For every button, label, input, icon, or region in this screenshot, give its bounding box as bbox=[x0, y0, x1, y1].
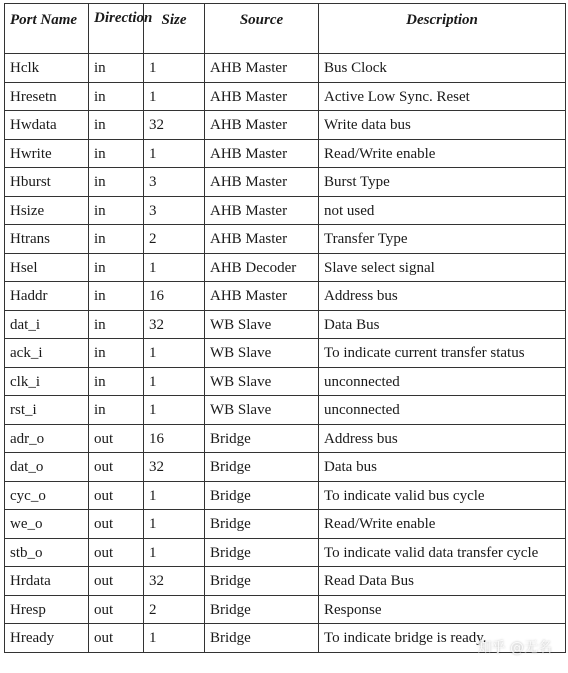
table-row bbox=[5, 567, 566, 596]
direction-cell: out bbox=[89, 538, 144, 567]
port-name-cell: Hwdata bbox=[5, 111, 89, 140]
table-row bbox=[5, 424, 566, 453]
direction-cell: in bbox=[89, 339, 144, 368]
size-cell: 1 bbox=[144, 253, 205, 282]
table-row bbox=[5, 339, 566, 368]
direction-cell: in bbox=[89, 111, 144, 140]
table-row bbox=[5, 310, 566, 339]
direction-cell: out bbox=[89, 510, 144, 539]
port-name-cell: clk_i bbox=[5, 367, 89, 396]
port-table bbox=[4, 3, 566, 653]
port-name-cell: we_o bbox=[5, 510, 89, 539]
description-cell: Address bus bbox=[319, 282, 566, 311]
direction-cell: in bbox=[89, 253, 144, 282]
port-name-cell: dat_i bbox=[5, 310, 89, 339]
source-cell: Bridge bbox=[205, 424, 319, 453]
source-cell: AHB Master bbox=[205, 168, 319, 197]
direction-cell: out bbox=[89, 567, 144, 596]
source-cell: WB Slave bbox=[205, 367, 319, 396]
description-cell: Burst Type bbox=[319, 168, 566, 197]
source-cell: Bridge bbox=[205, 481, 319, 510]
size-cell: 32 bbox=[144, 111, 205, 140]
table-header-row bbox=[5, 4, 566, 54]
direction-cell: in bbox=[89, 396, 144, 425]
size-cell: 1 bbox=[144, 624, 205, 653]
description-cell: Write data bus bbox=[319, 111, 566, 140]
header-port-name: Port Name bbox=[5, 4, 89, 54]
table-row bbox=[5, 367, 566, 396]
description-cell: Read/Write enable bbox=[319, 510, 566, 539]
port-name-cell: Hrdata bbox=[5, 567, 89, 596]
description-cell: To indicate valid bus cycle bbox=[319, 481, 566, 510]
port-name-cell: dat_o bbox=[5, 453, 89, 482]
description-cell: Read/Write enable bbox=[319, 139, 566, 168]
size-cell: 32 bbox=[144, 567, 205, 596]
port-name-cell: Hburst bbox=[5, 168, 89, 197]
direction-cell: out bbox=[89, 624, 144, 653]
size-cell: 3 bbox=[144, 168, 205, 197]
direction-cell: out bbox=[89, 453, 144, 482]
table-row bbox=[5, 139, 566, 168]
port-name-cell: Hresetn bbox=[5, 82, 89, 111]
port-name-cell: Hready bbox=[5, 624, 89, 653]
direction-cell: in bbox=[89, 82, 144, 111]
description-cell: Data bus bbox=[319, 453, 566, 482]
port-name-cell: Haddr bbox=[5, 282, 89, 311]
source-cell: AHB Master bbox=[205, 225, 319, 254]
direction-cell: in bbox=[89, 196, 144, 225]
port-name-cell: Hwrite bbox=[5, 139, 89, 168]
port-name-cell: Hclk bbox=[5, 54, 89, 83]
port-name-cell: stb_o bbox=[5, 538, 89, 567]
description-cell: Address bus bbox=[319, 424, 566, 453]
size-cell: 16 bbox=[144, 282, 205, 311]
source-cell: AHB Decoder bbox=[205, 253, 319, 282]
table-row bbox=[5, 111, 566, 140]
source-cell: AHB Master bbox=[205, 54, 319, 83]
size-cell: 1 bbox=[144, 510, 205, 539]
port-name-cell: Htrans bbox=[5, 225, 89, 254]
direction-cell: in bbox=[89, 282, 144, 311]
size-cell: 3 bbox=[144, 196, 205, 225]
description-cell: Slave select signal bbox=[319, 253, 566, 282]
source-cell: Bridge bbox=[205, 510, 319, 539]
direction-cell: out bbox=[89, 424, 144, 453]
description-cell: Active Low Sync. Reset bbox=[319, 82, 566, 111]
port-name-cell: Hsel bbox=[5, 253, 89, 282]
source-cell: WB Slave bbox=[205, 339, 319, 368]
source-cell: AHB Master bbox=[205, 82, 319, 111]
size-cell: 1 bbox=[144, 54, 205, 83]
description-cell: To indicate valid data transfer cycle bbox=[319, 538, 566, 567]
direction-cell: in bbox=[89, 168, 144, 197]
table-row bbox=[5, 225, 566, 254]
size-cell: 1 bbox=[144, 367, 205, 396]
header-source: Source bbox=[205, 4, 319, 54]
source-cell: WB Slave bbox=[205, 396, 319, 425]
table-row bbox=[5, 396, 566, 425]
table-row bbox=[5, 54, 566, 83]
size-cell: 1 bbox=[144, 339, 205, 368]
watermark: 知乎 @无名 bbox=[477, 640, 552, 656]
description-cell: Data Bus bbox=[319, 310, 566, 339]
source-cell: AHB Master bbox=[205, 111, 319, 140]
direction-cell: out bbox=[89, 595, 144, 624]
size-cell: 1 bbox=[144, 538, 205, 567]
description-cell: unconnected bbox=[319, 367, 566, 396]
table-body bbox=[5, 54, 566, 653]
direction-cell: in bbox=[89, 54, 144, 83]
size-cell: 1 bbox=[144, 82, 205, 111]
description-cell: unconnected bbox=[319, 396, 566, 425]
size-cell: 32 bbox=[144, 310, 205, 339]
source-cell: WB Slave bbox=[205, 310, 319, 339]
direction-cell: in bbox=[89, 139, 144, 168]
header-size: Size bbox=[144, 4, 205, 54]
table-row bbox=[5, 624, 566, 653]
table-row bbox=[5, 595, 566, 624]
header-description: Description bbox=[319, 4, 566, 54]
description-cell: Bus Clock bbox=[319, 54, 566, 83]
table-row bbox=[5, 196, 566, 225]
size-cell: 1 bbox=[144, 481, 205, 510]
size-cell: 32 bbox=[144, 453, 205, 482]
direction-cell: in bbox=[89, 310, 144, 339]
table-row bbox=[5, 82, 566, 111]
size-cell: 1 bbox=[144, 139, 205, 168]
source-cell: AHB Master bbox=[205, 196, 319, 225]
port-name-cell: rst_i bbox=[5, 396, 89, 425]
description-cell: Transfer Type bbox=[319, 225, 566, 254]
size-cell: 2 bbox=[144, 225, 205, 254]
table-row bbox=[5, 538, 566, 567]
header-direction: Direction bbox=[89, 4, 144, 54]
port-name-cell: cyc_o bbox=[5, 481, 89, 510]
port-name-cell: Hsize bbox=[5, 196, 89, 225]
port-table-container bbox=[4, 3, 565, 653]
source-cell: Bridge bbox=[205, 453, 319, 482]
table-row bbox=[5, 168, 566, 197]
source-cell: Bridge bbox=[205, 624, 319, 653]
port-name-cell: Hresp bbox=[5, 595, 89, 624]
description-cell: Response bbox=[319, 595, 566, 624]
table-row bbox=[5, 453, 566, 482]
table-row bbox=[5, 510, 566, 539]
description-cell: To indicate current transfer status bbox=[319, 339, 566, 368]
description-cell: not used bbox=[319, 196, 566, 225]
size-cell: 1 bbox=[144, 396, 205, 425]
port-name-cell: adr_o bbox=[5, 424, 89, 453]
table-row bbox=[5, 253, 566, 282]
source-cell: Bridge bbox=[205, 538, 319, 567]
description-cell: Read Data Bus bbox=[319, 567, 566, 596]
source-cell: Bridge bbox=[205, 595, 319, 624]
source-cell: AHB Master bbox=[205, 282, 319, 311]
source-cell: AHB Master bbox=[205, 139, 319, 168]
description-cell: To indicate bridge is ready. bbox=[319, 624, 566, 653]
table-row bbox=[5, 282, 566, 311]
port-name-cell: ack_i bbox=[5, 339, 89, 368]
source-cell: Bridge bbox=[205, 567, 319, 596]
direction-cell: in bbox=[89, 225, 144, 254]
direction-cell: out bbox=[89, 481, 144, 510]
size-cell: 16 bbox=[144, 424, 205, 453]
table-row bbox=[5, 481, 566, 510]
size-cell: 2 bbox=[144, 595, 205, 624]
direction-cell: in bbox=[89, 367, 144, 396]
